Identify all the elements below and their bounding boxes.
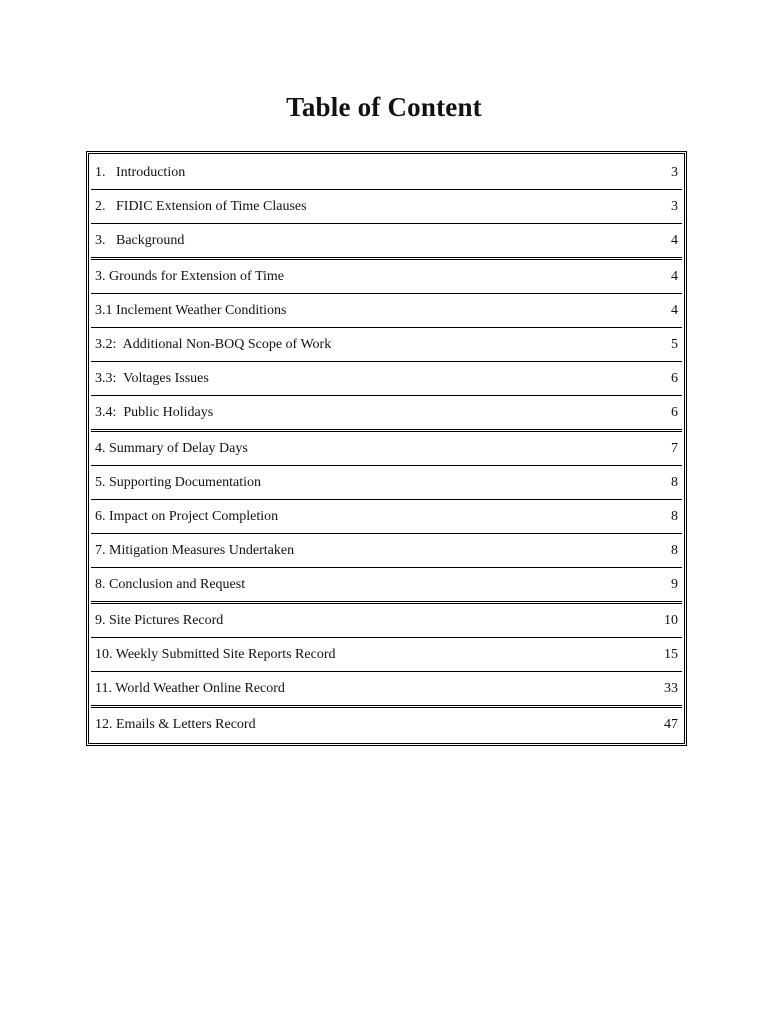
toc-row[interactable] [91, 328, 682, 362]
toc-entry-title[interactable]: 3. Grounds for Extension of Time [91, 259, 634, 294]
toc-entry-title[interactable]: 9. Site Pictures Record [91, 603, 634, 638]
toc-entry-page: 4 [634, 259, 682, 294]
toc-row[interactable] [91, 672, 682, 707]
toc-entry-title[interactable]: 3. Background [91, 224, 634, 259]
toc-row[interactable] [91, 638, 682, 672]
toc-entry-page: 10 [634, 603, 682, 638]
toc-entry-page: 3 [634, 190, 682, 224]
toc-entry-title[interactable]: 11. World Weather Online Record [91, 672, 634, 707]
toc-entry-page: 6 [634, 362, 682, 396]
toc-entry-title[interactable]: 6. Impact on Project Completion [91, 500, 634, 534]
toc-table [91, 156, 682, 741]
toc-entry-page: 6 [634, 396, 682, 431]
toc-row[interactable] [91, 466, 682, 500]
toc-entry-title[interactable]: 3.4: Public Holidays [91, 396, 634, 431]
toc-entry-page: 15 [634, 638, 682, 672]
toc-entry-page: 3 [634, 156, 682, 190]
toc-entry-page: 47 [634, 707, 682, 742]
toc-entry-title[interactable]: 3.1 Inclement Weather Conditions [91, 294, 634, 328]
toc-row[interactable] [91, 568, 682, 603]
toc-row[interactable] [91, 534, 682, 568]
toc-entry-title[interactable]: 3.3: Voltages Issues [91, 362, 634, 396]
toc-entry-page: 7 [634, 431, 682, 466]
toc-body [91, 156, 682, 741]
toc-entry-title[interactable]: 8. Conclusion and Request [91, 568, 634, 603]
toc-row[interactable] [91, 707, 682, 742]
toc-entry-title[interactable]: 2. FIDIC Extension of Time Clauses [91, 190, 634, 224]
toc-row[interactable] [91, 190, 682, 224]
toc-entry-title[interactable]: 4. Summary of Delay Days [91, 431, 634, 466]
page-title: Table of Content [286, 92, 482, 122]
toc-entry-title[interactable]: 5. Supporting Documentation [91, 466, 634, 500]
toc-row[interactable] [91, 156, 682, 190]
toc-entry-title[interactable]: 10. Weekly Submitted Site Reports Record [91, 638, 634, 672]
toc-entry-page: 33 [634, 672, 682, 707]
toc-entry-page: 9 [634, 568, 682, 603]
toc-entry-title[interactable]: 1. Introduction [91, 156, 634, 190]
toc-row[interactable] [91, 603, 682, 638]
toc-entry-page: 8 [634, 534, 682, 568]
toc-entry-page: 5 [634, 328, 682, 362]
toc-row[interactable] [91, 500, 682, 534]
toc-row[interactable] [91, 224, 682, 259]
toc-row[interactable] [91, 259, 682, 294]
toc-entry-title[interactable]: 7. Mitigation Measures Undertaken [91, 534, 634, 568]
toc-entry-page: 4 [634, 224, 682, 259]
toc-row[interactable] [91, 294, 682, 328]
toc-entry-page: 8 [634, 500, 682, 534]
toc-frame [86, 151, 687, 746]
toc-entry-title[interactable]: 3.2: Additional Non-BOQ Scope of Work [91, 328, 634, 362]
toc-entry-page: 8 [634, 466, 682, 500]
toc-row[interactable] [91, 362, 682, 396]
toc-row[interactable] [91, 431, 682, 466]
toc-row[interactable] [91, 396, 682, 431]
toc-entry-title[interactable]: 12. Emails & Letters Record [91, 707, 634, 742]
toc-entry-page: 4 [634, 294, 682, 328]
